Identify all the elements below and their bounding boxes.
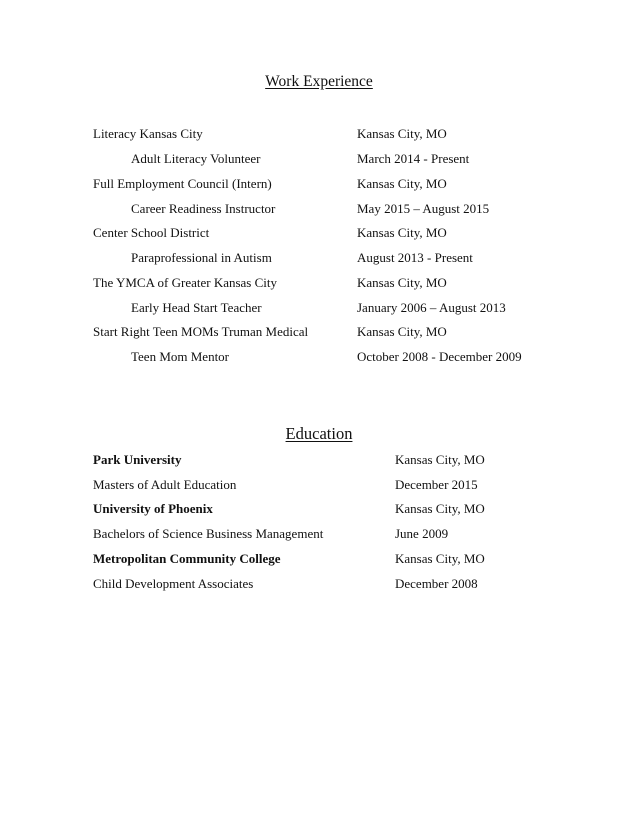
work-role-row xyxy=(0,199,638,219)
work-employer-row xyxy=(0,322,638,342)
education-degree-row xyxy=(0,574,638,594)
job-role: Paraprofessional in Autism xyxy=(131,250,272,265)
school-location: Kansas City, MO xyxy=(395,452,485,467)
job-dates: March 2014 - Present xyxy=(357,151,470,166)
education-degree-row xyxy=(0,475,638,495)
employer-name: Full Employment Council (Intern) xyxy=(93,176,272,191)
employer-location: Kansas City, MO xyxy=(357,275,447,290)
education-school-row xyxy=(0,499,638,519)
school-name: Metropolitan Community College xyxy=(93,551,281,566)
work-role-row xyxy=(0,149,638,169)
work-employer-row xyxy=(0,223,638,243)
employer-name: Center School District xyxy=(93,225,210,240)
degree-date: June 2009 xyxy=(395,526,449,541)
job-dates: August 2013 - Present xyxy=(357,250,473,265)
degree-name: Child Development Associates xyxy=(93,576,254,591)
employer-location: Kansas City, MO xyxy=(357,324,447,339)
work-experience-heading: Work Experience xyxy=(265,73,373,90)
degree-date: December 2015 xyxy=(395,477,478,492)
work-employer-row xyxy=(0,124,638,144)
job-role: Career Readiness Instructor xyxy=(131,201,276,216)
work-employer-row xyxy=(0,174,638,194)
employer-name: Start Right Teen MOMs Truman Medical xyxy=(93,324,309,339)
employer-location: Kansas City, MO xyxy=(357,176,447,191)
employer-name: Literacy Kansas City xyxy=(93,126,203,141)
job-role: Early Head Start Teacher xyxy=(131,300,262,315)
school-location: Kansas City, MO xyxy=(395,501,485,516)
work-role-row xyxy=(0,298,638,318)
job-dates: January 2006 – August 2013 xyxy=(357,300,506,315)
school-name: Park University xyxy=(93,452,182,467)
work-role-row xyxy=(0,347,638,367)
job-dates: October 2008 - December 2009 xyxy=(357,349,522,364)
job-role: Teen Mom Mentor xyxy=(131,349,230,364)
education-degree-row xyxy=(0,524,638,544)
work-role-row xyxy=(0,248,638,268)
school-name: University of Phoenix xyxy=(93,501,213,516)
work-employer-row xyxy=(0,273,638,293)
job-role: Adult Literacy Volunteer xyxy=(131,151,261,166)
job-dates: May 2015 – August 2015 xyxy=(357,201,490,216)
degree-date: December 2008 xyxy=(395,576,478,591)
education-school-row xyxy=(0,549,638,569)
employer-name: The YMCA of Greater Kansas City xyxy=(93,275,278,290)
education-heading: Education xyxy=(285,424,353,443)
employer-location: Kansas City, MO xyxy=(357,225,447,240)
education-school-row xyxy=(0,450,638,470)
degree-name: Bachelors of Science Business Management xyxy=(93,526,324,541)
employer-location: Kansas City, MO xyxy=(357,126,447,141)
school-location: Kansas City, MO xyxy=(395,551,485,566)
degree-name: Masters of Adult Education xyxy=(93,477,237,492)
